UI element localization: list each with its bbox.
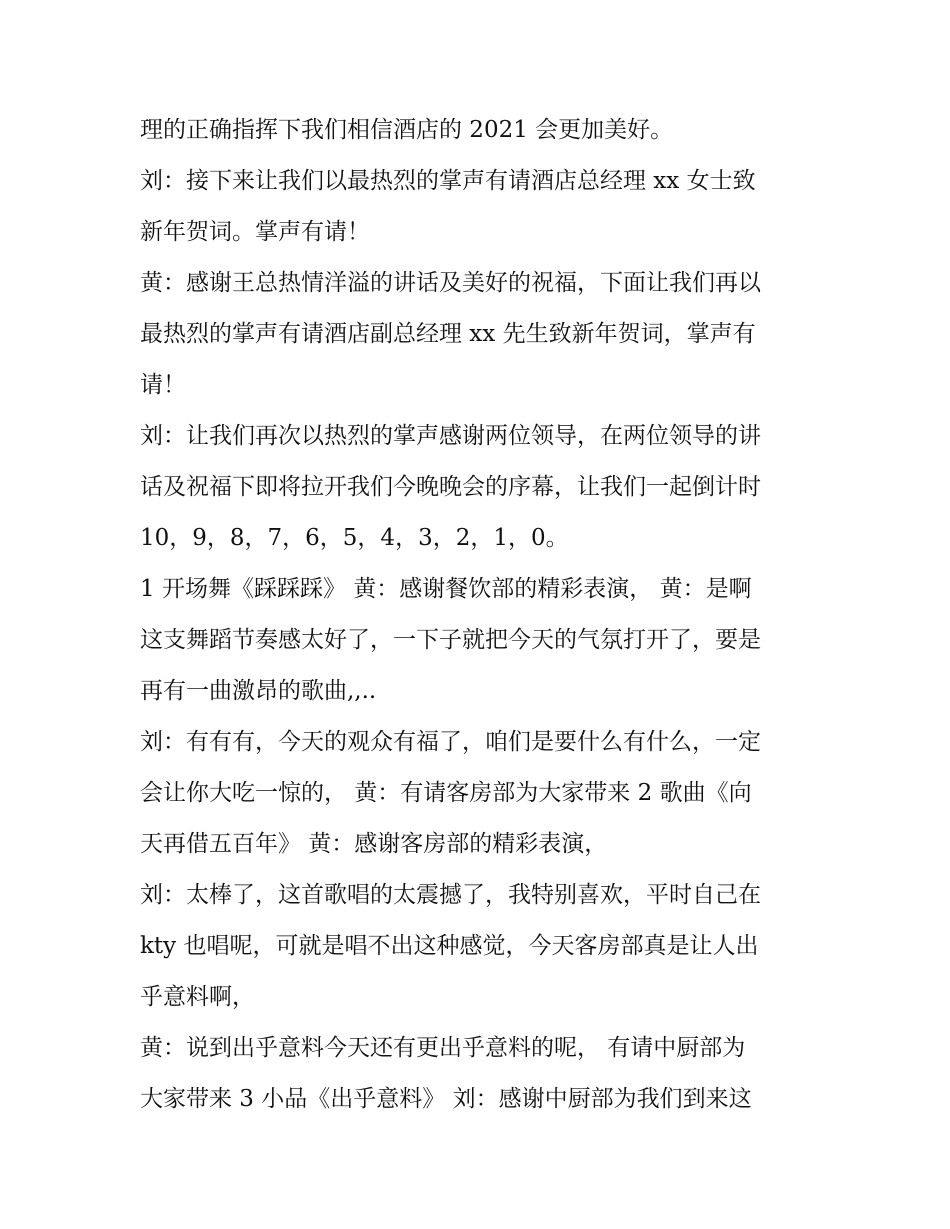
text-line: 刘：有有有，今天的观众有福了，咱们是要什么有什么，一定 xyxy=(140,729,761,755)
text-line: 话及祝福下即将拉开我们今晚晚会的序幕，让我们一起倒计时 xyxy=(140,474,761,500)
text-line: 再有一曲激昂的歌曲,,.. xyxy=(140,678,377,704)
text-line: 会让你大吃一惊的， 黄：有请客房部为大家带来 2 歌曲《向 xyxy=(140,780,752,806)
text-line: 理的正确指挥下我们相信酒店的 2021 会更加美好。 xyxy=(140,117,674,143)
text-line: kty 也唱呢，可就是唱不出这种感觉，今天客房部真是让人出 xyxy=(140,933,759,959)
text-line: 刘：接下来让我们以最热烈的掌声有请酒店总经理 xx 女士致 xyxy=(140,168,756,194)
text-line: 乎意料啊， xyxy=(140,984,255,1010)
text-line: 黄：说到出乎意料今天还有更出乎意料的呢， 有请中厨部为 xyxy=(140,1035,746,1061)
text-line: 天再借五百年》 黄：感谢客房部的精彩表演， xyxy=(140,831,608,857)
text-line: 大家带来 3 小品《出乎意料》 刘：感谢中厨部为我们到来这 xyxy=(140,1086,752,1112)
text-line: 最热烈的掌声有请酒店副总经理 xx 先生致新年贺词，掌声有 xyxy=(140,321,756,347)
text-line: 新年贺词。掌声有请！ xyxy=(140,219,370,245)
text-line: 这支舞蹈节奏感太好了，一下子就把今天的气氛打开了，要是 xyxy=(140,627,761,653)
document-body xyxy=(140,105,820,1125)
text-line: 请！ xyxy=(140,372,186,398)
text-line: 刘：太棒了，这首歌唱的太震撼了，我特别喜欢，平时自己在 xyxy=(140,882,761,908)
text-line: 刘：让我们再次以热烈的掌声感谢两位领导，在两位领导的讲 xyxy=(140,423,761,449)
text-line: 黄：感谢王总热情洋溢的讲话及美好的祝福，下面让我们再以 xyxy=(140,270,761,296)
text-line: 1 开场舞《踩踩踩》 黄：感谢餐饮部的精彩表演， 黄：是啊 xyxy=(140,576,752,602)
text-line: 10，9，8，7，6，5，4，3，2，1，0。 xyxy=(140,525,569,551)
